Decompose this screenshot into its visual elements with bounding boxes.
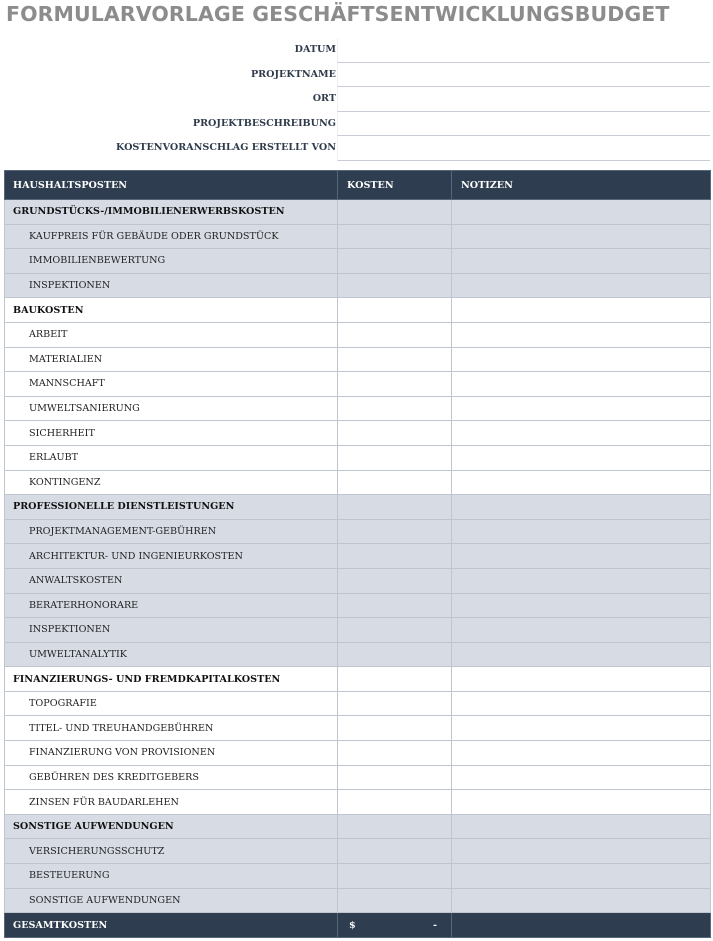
item-label: TITEL- UND TREUHANDGEBÜHREN <box>5 716 338 741</box>
meta-row-ort <box>0 87 713 112</box>
item-label: TOPOGRAFIE <box>5 691 338 716</box>
category-label: PROFESSIONELLE DIENSTLEISTUNGEN <box>5 495 338 520</box>
cost-cell[interactable] <box>338 839 452 864</box>
item-label: KONTINGENZ <box>5 470 338 495</box>
table-row <box>5 249 711 274</box>
item-label: ARCHITEKTUR- UND INGENIEURKOSTEN <box>5 544 338 569</box>
table-row <box>5 519 711 544</box>
item-label: UMWELTSANIERUNG <box>5 396 338 421</box>
header-haushaltsposten: HAUSHALTSPOSTEN <box>5 171 338 200</box>
cost-cell[interactable] <box>338 298 452 323</box>
item-label: PROJEKTMANAGEMENT-GEBÜHREN <box>5 519 338 544</box>
table-row <box>5 864 711 889</box>
item-label: FINANZIERUNG VON PROVISIONEN <box>5 741 338 766</box>
category-label: BAUKOSTEN <box>5 298 338 323</box>
table-row <box>5 224 711 249</box>
cost-cell[interactable] <box>338 273 452 298</box>
notes-cell[interactable] <box>452 249 711 274</box>
total-currency: $ <box>349 919 356 931</box>
table-header-row <box>5 171 711 200</box>
cost-cell[interactable] <box>338 200 452 225</box>
category-row <box>5 298 711 323</box>
item-label: SONSTIGE AUFWENDUNGEN <box>5 888 338 913</box>
item-label: MANNSCHAFT <box>5 372 338 397</box>
notes-cell[interactable] <box>452 273 711 298</box>
item-label: INSPEKTIONEN <box>5 618 338 643</box>
total-notes-cell[interactable] <box>452 913 711 938</box>
cost-cell[interactable] <box>338 322 452 347</box>
item-label: MATERIALIEN <box>5 347 338 372</box>
projektname-label: PROJEKTNAME <box>250 68 336 80</box>
table-row <box>5 716 711 741</box>
table-row <box>5 568 711 593</box>
cost-cell[interactable] <box>338 888 452 913</box>
table-row <box>5 593 711 618</box>
cost-cell[interactable] <box>338 593 452 618</box>
table-row <box>5 741 711 766</box>
item-label: ZINSEN FÜR BAUDARLEHEN <box>5 790 338 815</box>
table-row <box>5 445 711 470</box>
category-row <box>5 814 711 839</box>
table-row <box>5 372 711 397</box>
cost-cell[interactable] <box>338 568 452 593</box>
item-label: IMMOBILIENBEWERTUNG <box>5 249 338 274</box>
notes-cell[interactable] <box>452 568 711 593</box>
cost-cell[interactable] <box>338 864 452 889</box>
notes-cell[interactable] <box>452 667 711 692</box>
notes-cell[interactable] <box>452 322 711 347</box>
item-label: VERSICHERUNGSSCHUTZ <box>5 839 338 864</box>
table-row <box>5 273 711 298</box>
item-label: ARBEIT <box>5 322 338 347</box>
category-row <box>5 495 711 520</box>
cost-cell[interactable] <box>338 347 452 372</box>
cost-cell[interactable] <box>338 445 452 470</box>
category-row <box>5 200 711 225</box>
cost-cell[interactable] <box>338 765 452 790</box>
cost-cell[interactable] <box>338 495 452 520</box>
cost-cell[interactable] <box>338 470 452 495</box>
cost-cell[interactable] <box>338 642 452 667</box>
erstellt-von-field[interactable] <box>337 136 710 161</box>
notes-cell[interactable] <box>452 864 711 889</box>
cost-cell[interactable] <box>338 691 452 716</box>
category-label: GRUNDSTÜCKS-/IMMOBILIENERWERBSKOSTEN <box>5 200 338 225</box>
meta-row-erstellt-von <box>0 136 713 161</box>
meta-row-datum <box>0 38 713 63</box>
item-label: UMWELTANALYTIK <box>5 642 338 667</box>
notes-cell[interactable] <box>452 298 711 323</box>
item-label: BESTEUERUNG <box>5 864 338 889</box>
notes-cell[interactable] <box>452 544 711 569</box>
notes-cell[interactable] <box>452 372 711 397</box>
notes-cell[interactable] <box>452 741 711 766</box>
notes-cell[interactable] <box>452 445 711 470</box>
total-amount: - <box>433 919 437 931</box>
notes-cell[interactable] <box>452 642 711 667</box>
notes-cell[interactable] <box>452 593 711 618</box>
projektbeschreibung-label: PROJEKTBESCHREIBUNG <box>192 117 336 129</box>
table-row <box>5 544 711 569</box>
ort-field[interactable] <box>337 87 710 112</box>
notes-cell[interactable] <box>452 224 711 249</box>
table-row <box>5 642 711 667</box>
notes-cell[interactable] <box>452 765 711 790</box>
notes-cell[interactable] <box>452 691 711 716</box>
datum-field[interactable] <box>337 38 710 63</box>
table-row <box>5 347 711 372</box>
project-info-form <box>0 38 713 161</box>
cost-cell[interactable] <box>338 667 452 692</box>
notes-cell[interactable] <box>452 888 711 913</box>
category-label: SONSTIGE AUFWENDUNGEN <box>5 814 338 839</box>
notes-cell[interactable] <box>452 347 711 372</box>
item-label: ERLAUBT <box>5 445 338 470</box>
total-row <box>5 913 711 938</box>
total-cost-cell <box>338 913 452 938</box>
notes-cell[interactable] <box>452 495 711 520</box>
table-row <box>5 888 711 913</box>
item-label: GEBÜHREN DES KREDITGEBERS <box>5 765 338 790</box>
cost-cell[interactable] <box>338 790 452 815</box>
notes-cell[interactable] <box>452 839 711 864</box>
notes-cell[interactable] <box>452 200 711 225</box>
notes-cell[interactable] <box>452 814 711 839</box>
table-row <box>5 691 711 716</box>
budget-table <box>4 170 711 938</box>
table-row <box>5 421 711 446</box>
table-row <box>5 839 711 864</box>
table-row <box>5 470 711 495</box>
notes-cell[interactable] <box>452 470 711 495</box>
cost-cell[interactable] <box>338 544 452 569</box>
projektname-field[interactable] <box>337 63 710 88</box>
table-row <box>5 618 711 643</box>
item-label: BERATERHONORARE <box>5 593 338 618</box>
notes-cell[interactable] <box>452 716 711 741</box>
cost-cell[interactable] <box>338 618 452 643</box>
cost-cell[interactable] <box>338 224 452 249</box>
ort-label: ORT <box>312 93 336 105</box>
table-row <box>5 322 711 347</box>
notes-cell[interactable] <box>452 618 711 643</box>
category-label: FINANZIERUNGS- UND FREMDKAPITALKOSTEN <box>5 667 338 692</box>
table-row <box>5 790 711 815</box>
notes-cell[interactable] <box>452 421 711 446</box>
cost-cell[interactable] <box>338 716 452 741</box>
header-notizen: NOTIZEN <box>452 171 711 200</box>
header-kosten: KOSTEN <box>338 171 452 200</box>
item-label: KAUFPREIS FÜR GEBÄUDE ODER GRUNDSTÜCK <box>5 224 338 249</box>
table-row <box>5 396 711 421</box>
total-label: GESAMTKOSTEN <box>5 913 338 938</box>
notes-cell[interactable] <box>452 396 711 421</box>
notes-cell[interactable] <box>452 790 711 815</box>
item-label: INSPEKTIONEN <box>5 273 338 298</box>
table-row <box>5 765 711 790</box>
cost-cell[interactable] <box>338 396 452 421</box>
notes-cell[interactable] <box>452 519 711 544</box>
datum-label: DATUM <box>294 44 336 55</box>
meta-row-projektname <box>0 63 713 88</box>
erstellt-von-label: KOSTENVORANSCHLAG ERSTELLT VON <box>115 142 336 154</box>
cost-cell[interactable] <box>338 421 452 446</box>
category-row <box>5 667 711 692</box>
cost-cell[interactable] <box>338 372 452 397</box>
item-label: SICHERHEIT <box>5 421 338 446</box>
projektbeschreibung-field[interactable] <box>337 112 710 137</box>
cost-cell[interactable] <box>338 249 452 274</box>
page-title: FORMULARVORLAGE GESCHÄFTSENTWICKLUNGSBUDGET <box>6 2 670 26</box>
item-label: ANWALTSKOSTEN <box>5 568 338 593</box>
meta-row-projektbeschreibung <box>0 112 713 137</box>
cost-cell[interactable] <box>338 814 452 839</box>
cost-cell[interactable] <box>338 519 452 544</box>
cost-cell[interactable] <box>338 741 452 766</box>
